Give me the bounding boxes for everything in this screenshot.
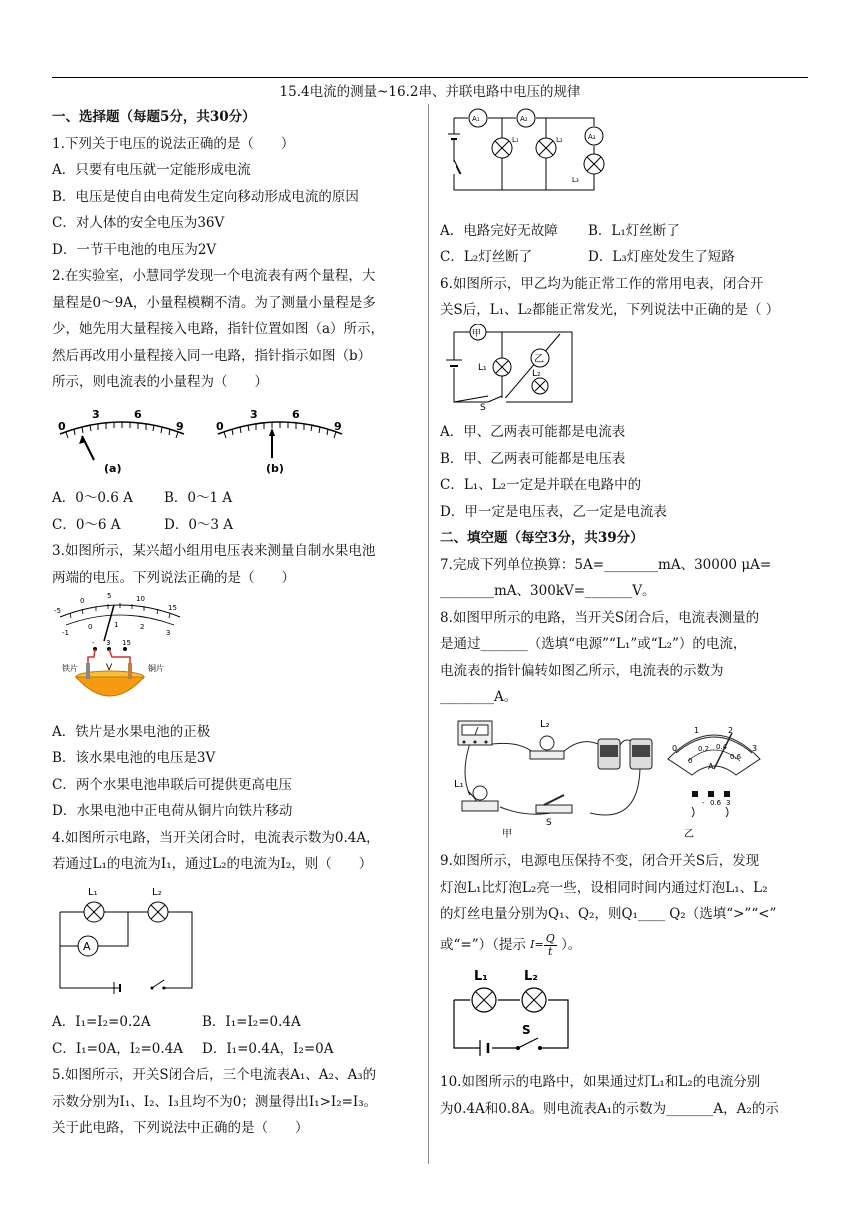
q5-circuit-figure (440, 104, 620, 204)
svg-text:0.6: 0.6 (710, 798, 722, 807)
tick-label: 3 (250, 407, 258, 421)
svg-text:甲: 甲 (472, 328, 482, 339)
ammeter-dial-yi (668, 726, 760, 775)
tick-label: 6 (292, 407, 300, 421)
battery-2 (630, 739, 652, 769)
tick-label: 9 (176, 419, 184, 433)
svg-text:0: 0 (88, 623, 93, 631)
svg-text:A₃: A₃ (588, 133, 596, 141)
svg-text:A₁: A₁ (472, 115, 480, 123)
ammeter-dials-figure (52, 396, 352, 476)
svg-text:1: 1 (114, 621, 119, 629)
meter-yi (531, 349, 549, 367)
right-column (440, 104, 810, 1122)
ammeter-a1 (469, 109, 487, 127)
ammeter-a3 (585, 127, 603, 145)
svg-text:-1: -1 (62, 629, 69, 637)
question-2-options: A．0～0.6 A B．0～1 A C．0～6 A D．0～3 A (52, 490, 234, 533)
question-4-options: A．I₁=I₂=0.2A B．I₁=I₂=0.4A C．I₁=0A，I₂=0.4A D．I₁=0.4A，I₂=0A (52, 1014, 334, 1057)
switch-device (536, 795, 572, 813)
svg-text:L₂: L₂ (152, 886, 162, 898)
svg-text:L₁: L₁ (478, 362, 487, 373)
svg-text:3: 3 (166, 629, 171, 637)
question-4: 4.如图所示电路，当开关闭合时，电流表示数为0.4A， 若通过L₁的电流为I₁，通过L₂的电流为I₂，则（ ） (52, 829, 380, 872)
question-2: 2.在实验室，小慧同学发现一个电流表有两个量程，大 量程是0～9A，小量程模糊不清。为了测量小量程是多 少，她先用大量程接入电路，指针位置如图（a）所示， 然后再改用小量程接入同一电路，指针指示如图（b） 所示，则电流表的小量程为（ ） (52, 268, 385, 390)
lamp-l1 (492, 138, 512, 158)
section-fill-heading: 二、填空题（每空3分，共39分） (440, 530, 644, 546)
figure-yi-label: 乙 (684, 828, 694, 839)
svg-text:L₂: L₂ (556, 136, 563, 144)
question-7: 7.完成下列单位换算：5A=________mA、30000 μA= ________mA、300kV=_______V。 (440, 556, 772, 599)
question-8: 8.如图甲所示的电路，当开关S闭合后，电流表测量的 是通过_______（选填“电源”“L₁”或“L₂”）的电流， 电流表的指针偏转如图乙所示，电流表的示数为 ________A。 (440, 609, 760, 705)
page-title: 15.4电流的测量~16.2串、并联电路中电压的规律 (279, 84, 581, 100)
tick-label: 3 (92, 407, 100, 421)
ammeter-device (458, 721, 492, 745)
fruit-battery-figure (52, 591, 192, 709)
figure-jia-label: 甲 (502, 828, 512, 839)
question-6: 6.如图所示，甲乙均为能正常工作的常用电表，闭合开 关S后，L₁、L₂都能正常发光，下列说法中正确的是（ ） (440, 275, 780, 318)
svg-text:L₁: L₁ (474, 968, 488, 984)
svg-text:-5: -5 (54, 607, 61, 615)
battery-1 (598, 739, 620, 769)
ammeter-a2 (517, 109, 535, 127)
svg-text:S: S (522, 1022, 531, 1037)
svg-text:0.6: 0.6 (730, 752, 742, 761)
voltmeter-needle (104, 605, 114, 641)
dial-b (216, 408, 342, 475)
tick-label: 0 (58, 419, 66, 433)
iron-plate (86, 663, 90, 679)
svg-text:0: 0 (688, 756, 693, 765)
lamp-l1 (493, 358, 511, 376)
lamp-l3 (584, 154, 604, 174)
svg-text:0: 0 (80, 597, 85, 605)
svg-text:L₃: L₃ (572, 176, 579, 184)
question-1: 1.下列关于电压的说法正确的是（ ） A．只要有电压就一定能形成电流 B．电压是使自由电荷发生定向移动形成电流的原因 C．对人体的安全电压为36V D．一节干电池的电压为2V (52, 135, 359, 258)
svg-text:15: 15 (168, 604, 177, 612)
svg-text:L₁: L₁ (88, 886, 98, 898)
header-rule (52, 77, 808, 78)
question-3-options: A．铁片是水果电池的正极 B．该水果电池的电压是3V C．两个水果电池串联后可提供更高电压 D．水果电池中正电荷从铜片向铁片移动 (52, 723, 293, 819)
question-5: 5.如图所示，开关S闭合后，三个电流表A₁、A₂、A₃的 示数分别为I₁、I₂、I₃且均不为0；测量得出I₁>I₂=I₃。 关于此电路，下列说法中正确的是（ ） (52, 1067, 378, 1136)
left-column (52, 104, 420, 1142)
column-divider (428, 104, 429, 1164)
svg-text:V: V (106, 663, 113, 673)
svg-text:L₁: L₁ (512, 136, 519, 144)
svg-text:3: 3 (106, 639, 111, 647)
bulb-l2 (530, 736, 564, 759)
question-3: 3.如图所示，某兴超小组用电压表来测量自制水果电池 两端的电压。下列说法正确的是（ ） (52, 543, 376, 586)
ammeter (78, 936, 98, 956)
lamp-l1 (472, 988, 496, 1012)
dial-a-label: (a) (104, 461, 122, 475)
svg-text:L₂: L₂ (524, 968, 538, 984)
svg-text:15: 15 (122, 639, 131, 647)
lamp-l2 (148, 902, 168, 922)
svg-text:1: 1 (694, 725, 700, 735)
svg-text:A₂: A₂ (520, 115, 528, 123)
svg-text:3: 3 (726, 798, 731, 807)
svg-text:L₁: L₁ (454, 778, 464, 790)
svg-text:2: 2 (728, 725, 734, 735)
q9-circuit-figure (440, 964, 590, 1060)
svg-text:L₂: L₂ (532, 368, 541, 379)
svg-text:乙: 乙 (534, 353, 544, 365)
svg-text:-: - (702, 798, 705, 807)
svg-text:L₂: L₂ (540, 718, 550, 730)
svg-text:5: 5 (107, 592, 112, 600)
dial-a (58, 408, 184, 475)
question-10: 10.如图所示的电路中，如果通过灯L₁和L₂的电流分别 为0.4A和0.8A。则电流表A₁的示数为_______A，A₂的示 (440, 1074, 779, 1117)
svg-text:0: 0 (672, 743, 678, 753)
q8-circuit-figure (440, 715, 770, 839)
copper-plate (128, 663, 132, 679)
lamp-l1 (84, 902, 104, 922)
svg-text:-: - (92, 639, 95, 647)
question-9: 9.如图所示，电源电压保持不变，闭合开关S后，发现 灯泡L₁比灯泡L₂亮一些，设相同时间内通过灯泡L₁、L₂ 的灯丝电量分别为Q₁、Q₂，则Q₁____ Q₂（选填“>”“<” 或“=”）（提示 I= $\frac{Q}{t}$ ）。 (440, 853, 777, 958)
meter-jia (470, 324, 486, 340)
svg-text:A: A (83, 939, 91, 953)
q6-circuit-figure (440, 324, 580, 410)
question-5-options: A．电路完好无故障 B．L₁灯丝断了 C．L₂灯丝断了 D．L₃灯座处发生了短路 (440, 222, 735, 265)
lamp-l2 (532, 378, 548, 394)
iron-label: 铁片 (62, 664, 78, 673)
svg-text:A: A (708, 761, 714, 771)
svg-text:0.2: 0.2 (698, 744, 710, 753)
svg-text:10: 10 (136, 595, 145, 603)
tick-label: 9 (334, 419, 342, 433)
svg-text:2: 2 (140, 623, 145, 631)
lamp-l2 (536, 138, 556, 158)
tick-label: 6 (134, 407, 142, 421)
svg-text:S: S (480, 402, 486, 410)
lamp-l2 (522, 988, 546, 1012)
question-6-options: A．甲、乙两表可能都是电流表 B．甲、乙两表可能都是电压表 C．L₁、L₂一定是并联在电路中的 D．甲一定是电压表，乙一定是电流表 (440, 424, 667, 520)
tick-label: 0 (216, 419, 224, 433)
copper-label: 铜片 (148, 664, 164, 673)
section-choice-heading: 一、选择题（每题5分，共30分） (52, 109, 256, 125)
fruit-icon (76, 677, 144, 696)
q4-circuit-figure (52, 882, 252, 1000)
formula-i-q-t: I= $\frac{Q}{t}$ (530, 931, 555, 958)
svg-text:3: 3 (752, 743, 758, 753)
svg-text:S: S (546, 817, 552, 828)
svg-text:0.4: 0.4 (716, 742, 728, 751)
dial-b-label: (b) (266, 461, 284, 475)
